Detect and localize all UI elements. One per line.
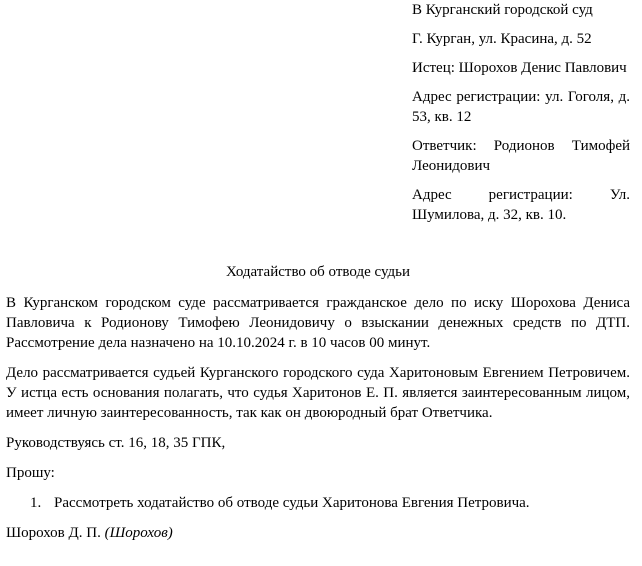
list-item-text: Рассмотреть ходатайство об отводе судьи Харитонова Евгения Петровича. (54, 495, 530, 511)
signature-name: Шорохов Д. П. (6, 525, 101, 541)
request-list (6, 493, 630, 513)
court-address: Г. Курган, ул. Красина, д. 52 (412, 31, 592, 47)
document-title: Ходатайство об отводе судьи (225, 264, 411, 280)
paragraph-request-intro: Прошу: (6, 465, 55, 481)
plaintiff-name: Истец: Шорохов Денис Павлович (412, 60, 627, 76)
paragraph-judge-info: Дело рассматривается судьей Курганского городского суда Харитоновым Евгением Петровичем. У истца есть основания полагать, что судья Харитонов Е. П. является заинтересованным лицом, имеет личную заинтересованность, так как он двоюродный брат Ответчика. (6, 365, 630, 421)
plaintiff-address: Адрес регистрации: ул. Гоголя, д. 53, кв. 12 (412, 89, 630, 125)
list-item-number: 1. (30, 495, 42, 511)
document-body (6, 293, 630, 553)
defendant-address: Адрес регистрации: Ул. Шумилова, д. 32, кв. 10. (412, 187, 630, 223)
defendant-name: Ответчик: Родионов Тимофей Леонидович (412, 138, 630, 174)
document-header (412, 0, 630, 234)
signature-line (6, 523, 630, 543)
signature-handwritten: (Шорохов) (104, 525, 173, 541)
list-item (6, 493, 630, 513)
paragraph-case-info: В Курганском городском суде рассматривается гражданское дело по иску Шорохова Дениса Павловича к Родионову Тимофею Леонидовичу о взыскании денежных средств по ДТП. Рассмотрение дела назначено на 10.10.2024 г. в 10 часов 00 минут. (6, 295, 630, 351)
paragraph-legal-basis: Руководствуясь ст. 16, 18, 35 ГПК, (6, 435, 226, 451)
court-name: В Курганский городской суд (412, 2, 593, 18)
